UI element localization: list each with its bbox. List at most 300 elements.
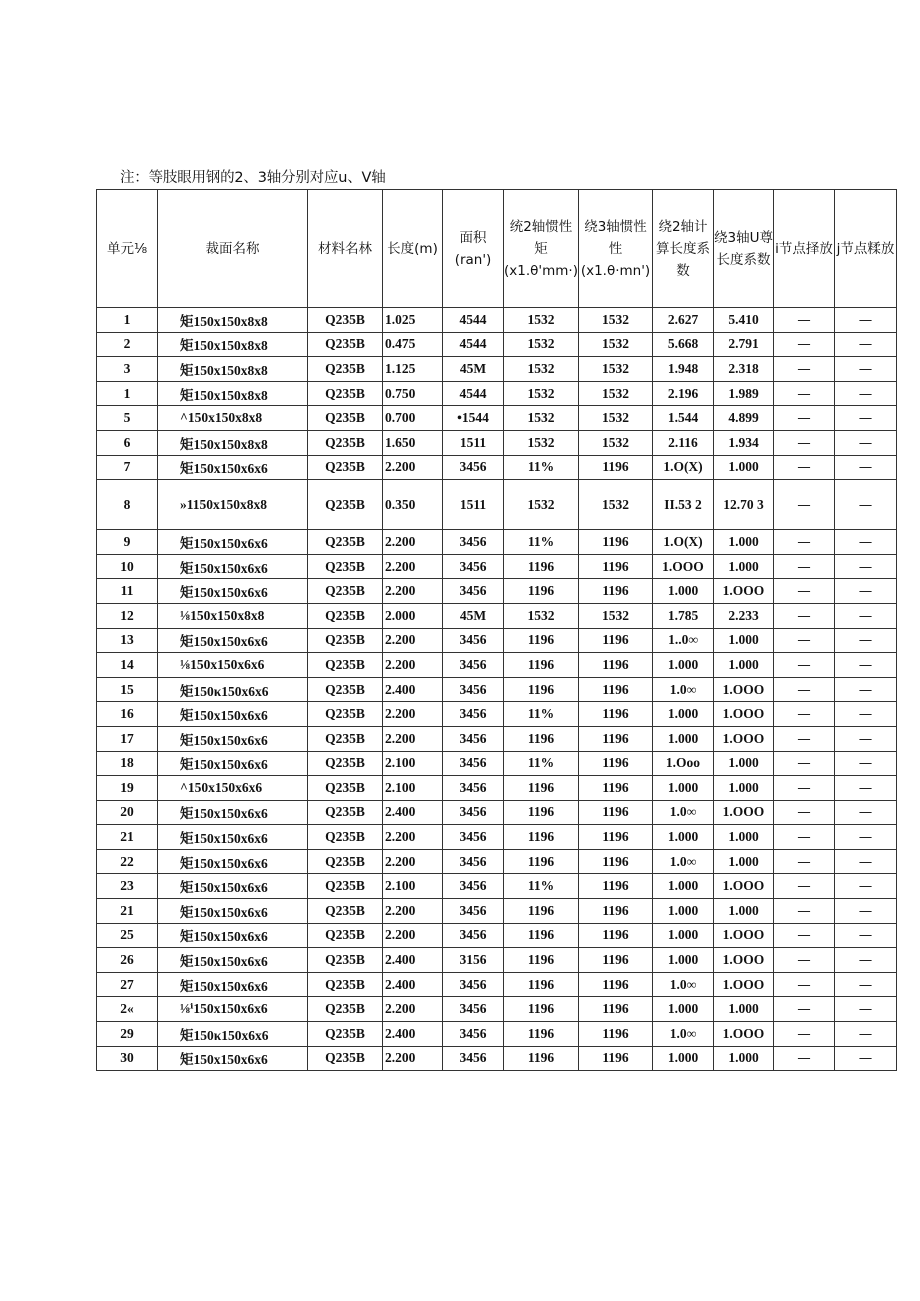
area-cell: 3156 [443, 948, 504, 973]
unit-cell: 6 [97, 430, 158, 455]
i-node-release-cell: — [774, 430, 835, 455]
j-node-release-cell: — [835, 948, 897, 973]
inertia-axis3-cell: 1196 [579, 899, 653, 924]
unit-cell: 15 [97, 677, 158, 702]
inertia-axis2-cell: 1532 [504, 406, 579, 431]
length-factor-axis2-cell: 1.000 [653, 874, 714, 899]
j-node-release-cell: — [835, 825, 897, 850]
section-name-cell: 矩150x150x8x8 [158, 308, 308, 333]
area-cell: 3456 [443, 997, 504, 1022]
area-cell: 3456 [443, 530, 504, 555]
j-node-release-cell: — [835, 1046, 897, 1071]
section-name-cell: 矩150x150x6x6 [158, 751, 308, 776]
table-row [97, 1022, 897, 1047]
i-node-release-cell: — [774, 997, 835, 1022]
col-length-factor-axis2: 绕2轴计算长度系数 [653, 190, 714, 308]
length-factor-axis2-cell: 1.O(X) [653, 530, 714, 555]
j-node-release-cell: — [835, 357, 897, 382]
material-cell: Q235B [308, 308, 383, 333]
inertia-axis3-cell: 1196 [579, 1022, 653, 1047]
j-node-release-cell: — [835, 849, 897, 874]
length-factor-axis3-cell: 1.OOO [714, 579, 774, 604]
section-name-cell: 矩150x150x6x6 [158, 455, 308, 480]
material-cell: Q235B [308, 776, 383, 801]
inertia-axis3-cell: 1196 [579, 530, 653, 555]
unit-cell: 27 [97, 972, 158, 997]
unit-cell: 21 [97, 899, 158, 924]
area-cell: 3456 [443, 677, 504, 702]
unit-cell: 9 [97, 530, 158, 555]
length-factor-axis3-cell: 1.OOO [714, 874, 774, 899]
i-node-release-cell: — [774, 603, 835, 628]
inertia-axis3-cell: 1532 [579, 381, 653, 406]
section-name-cell: 矩150κ150x6x6 [158, 1022, 308, 1047]
material-cell: Q235B [308, 825, 383, 850]
length-factor-axis3-cell: 2.233 [714, 603, 774, 628]
i-node-release-cell: — [774, 381, 835, 406]
inertia-axis2-cell: 1196 [504, 948, 579, 973]
table-row [97, 874, 897, 899]
unit-cell: 18 [97, 751, 158, 776]
inertia-axis2-cell: 1196 [504, 726, 579, 751]
length-cell: 2.200 [383, 455, 443, 480]
inertia-axis2-cell: 1196 [504, 579, 579, 604]
inertia-axis3-cell: 1532 [579, 308, 653, 333]
length-factor-axis2-cell: 2.627 [653, 308, 714, 333]
area-cell: 45M [443, 603, 504, 628]
table-row [97, 357, 897, 382]
material-cell: Q235B [308, 480, 383, 530]
length-cell: 2.200 [383, 1046, 443, 1071]
length-cell: 1.650 [383, 430, 443, 455]
i-node-release-cell: — [774, 554, 835, 579]
table-row [97, 1046, 897, 1071]
length-cell: 2.200 [383, 923, 443, 948]
col-length-factor-axis3: 绕3轴U尊长度系数 [714, 190, 774, 308]
table-note: 注：等肢眼用钢的2、3轴分别对应u、V轴 [120, 170, 386, 186]
col-j-node-release: j节点糅放 [835, 190, 897, 308]
material-cell: Q235B [308, 579, 383, 604]
i-node-release-cell: — [774, 972, 835, 997]
area-cell: 45M [443, 357, 504, 382]
section-name-cell: 矩150x150x8x8 [158, 381, 308, 406]
material-cell: Q235B [308, 554, 383, 579]
material-cell: Q235B [308, 653, 383, 678]
section-name-cell: 矩150x150x6x6 [158, 948, 308, 973]
section-name-cell: 矩150x150x6x6 [158, 554, 308, 579]
length-factor-axis2-cell: 1.000 [653, 776, 714, 801]
inertia-axis2-cell: 1196 [504, 997, 579, 1022]
table-row [97, 530, 897, 555]
j-node-release-cell: — [835, 579, 897, 604]
i-node-release-cell: — [774, 849, 835, 874]
length-factor-axis3-cell: 1.000 [714, 776, 774, 801]
length-factor-axis2-cell: 1.544 [653, 406, 714, 431]
inertia-axis2-cell: 1196 [504, 628, 579, 653]
length-factor-axis3-cell: 1.934 [714, 430, 774, 455]
j-node-release-cell: — [835, 899, 897, 924]
length-factor-axis3-cell: 1.OOO [714, 1022, 774, 1047]
area-cell: 1511 [443, 480, 504, 530]
material-cell: Q235B [308, 1022, 383, 1047]
material-cell: Q235B [308, 702, 383, 727]
length-cell: 2.400 [383, 1022, 443, 1047]
j-node-release-cell: — [835, 923, 897, 948]
inertia-axis2-cell: 1196 [504, 554, 579, 579]
area-cell: •1544 [443, 406, 504, 431]
i-node-release-cell: — [774, 653, 835, 678]
i-node-release-cell: — [774, 874, 835, 899]
area-cell: 1511 [443, 430, 504, 455]
unit-cell: 7 [97, 455, 158, 480]
length-cell: 2.100 [383, 751, 443, 776]
length-cell: 2.200 [383, 997, 443, 1022]
length-factor-axis3-cell: 1.000 [714, 628, 774, 653]
length-factor-axis3-cell: 1.000 [714, 653, 774, 678]
length-factor-axis2-cell: 1.785 [653, 603, 714, 628]
i-node-release-cell: — [774, 406, 835, 431]
length-cell: 1.025 [383, 308, 443, 333]
length-cell: 2.400 [383, 800, 443, 825]
unit-cell: 13 [97, 628, 158, 653]
length-cell: 2.400 [383, 972, 443, 997]
length-factor-axis2-cell: II.53 2 [653, 480, 714, 530]
material-cell: Q235B [308, 849, 383, 874]
material-cell: Q235B [308, 381, 383, 406]
length-factor-axis2-cell: 1.O(X) [653, 455, 714, 480]
length-factor-axis3-cell: 1.000 [714, 849, 774, 874]
header-row [97, 190, 897, 308]
j-node-release-cell: — [835, 972, 897, 997]
i-node-release-cell: — [774, 899, 835, 924]
unit-cell: 8 [97, 480, 158, 530]
length-factor-axis3-cell: 4.899 [714, 406, 774, 431]
inertia-axis2-cell: 1532 [504, 603, 579, 628]
table-row [97, 702, 897, 727]
material-cell: Q235B [308, 406, 383, 431]
col-area: 面积 (ran') [443, 190, 504, 308]
inertia-axis3-cell: 1196 [579, 579, 653, 604]
table-row [97, 430, 897, 455]
area-cell: 3456 [443, 726, 504, 751]
inertia-axis3-cell: 1532 [579, 406, 653, 431]
area-cell: 3456 [443, 825, 504, 850]
length-factor-axis2-cell: 2.196 [653, 381, 714, 406]
inertia-axis3-cell: 1532 [579, 603, 653, 628]
j-node-release-cell: — [835, 776, 897, 801]
table-row [97, 972, 897, 997]
material-cell: Q235B [308, 357, 383, 382]
length-factor-axis2-cell: 1.000 [653, 726, 714, 751]
col-inertia-axis3: 绕3轴惯性性 (x1.θ·mn') [579, 190, 653, 308]
unit-cell: 2 [97, 332, 158, 357]
unit-cell: 22 [97, 849, 158, 874]
material-cell: Q235B [308, 1046, 383, 1071]
table-row [97, 751, 897, 776]
length-cell: 1.125 [383, 357, 443, 382]
i-node-release-cell: — [774, 357, 835, 382]
col-inertia-axis2: 统2轴惯性矩 (x1.θ'mm·) [504, 190, 579, 308]
inertia-axis3-cell: 1196 [579, 825, 653, 850]
i-node-release-cell: — [774, 332, 835, 357]
inertia-axis3-cell: 1196 [579, 554, 653, 579]
length-factor-axis3-cell: 1.000 [714, 1046, 774, 1071]
inertia-axis2-cell: 11% [504, 455, 579, 480]
material-cell: Q235B [308, 677, 383, 702]
material-cell: Q235B [308, 923, 383, 948]
inertia-axis2-cell: 1532 [504, 332, 579, 357]
area-cell: 4544 [443, 381, 504, 406]
table-row [97, 628, 897, 653]
length-factor-axis2-cell: 1.000 [653, 653, 714, 678]
length-factor-axis2-cell: 1.000 [653, 579, 714, 604]
j-node-release-cell: — [835, 628, 897, 653]
area-cell: 3456 [443, 628, 504, 653]
col-section-name: 裁面名称 [158, 190, 308, 308]
area-cell: 3456 [443, 1022, 504, 1047]
j-node-release-cell: — [835, 603, 897, 628]
length-factor-axis3-cell: 1.OOO [714, 948, 774, 973]
inertia-axis2-cell: 1532 [504, 480, 579, 530]
material-cell: Q235B [308, 455, 383, 480]
j-node-release-cell: — [835, 430, 897, 455]
length-cell: 2.400 [383, 948, 443, 973]
section-name-cell: 矩150x150x8x8 [158, 332, 308, 357]
material-cell: Q235B [308, 726, 383, 751]
area-cell: 3456 [443, 972, 504, 997]
table-row [97, 825, 897, 850]
material-cell: Q235B [308, 751, 383, 776]
length-factor-axis3-cell: 1.000 [714, 997, 774, 1022]
unit-cell: 26 [97, 948, 158, 973]
inertia-axis3-cell: 1532 [579, 430, 653, 455]
i-node-release-cell: — [774, 677, 835, 702]
length-factor-axis3-cell: 1.OOO [714, 726, 774, 751]
length-factor-axis3-cell: 1.OOO [714, 702, 774, 727]
length-factor-axis2-cell: 1.000 [653, 825, 714, 850]
j-node-release-cell: — [835, 653, 897, 678]
i-node-release-cell: — [774, 751, 835, 776]
table-row [97, 677, 897, 702]
material-cell: Q235B [308, 997, 383, 1022]
length-factor-axis3-cell: 2.791 [714, 332, 774, 357]
length-factor-axis2-cell: 1.000 [653, 948, 714, 973]
table-row [97, 603, 897, 628]
length-cell: 2.200 [383, 579, 443, 604]
j-node-release-cell: — [835, 1022, 897, 1047]
length-factor-axis2-cell: 5.668 [653, 332, 714, 357]
section-name-cell: 矩150x150x6x6 [158, 726, 308, 751]
j-node-release-cell: — [835, 332, 897, 357]
col-material: 材料名林 [308, 190, 383, 308]
length-factor-axis2-cell: 1.000 [653, 997, 714, 1022]
inertia-axis2-cell: 1196 [504, 1046, 579, 1071]
unit-cell: 11 [97, 579, 158, 604]
section-name-cell: ⅛150x150x8x8 [158, 603, 308, 628]
length-cell: 0.750 [383, 381, 443, 406]
inertia-axis3-cell: 1196 [579, 702, 653, 727]
length-cell: 2.200 [383, 530, 443, 555]
inertia-axis2-cell: 11% [504, 874, 579, 899]
inertia-axis2-cell: 1532 [504, 381, 579, 406]
area-cell: 4544 [443, 308, 504, 333]
length-factor-axis2-cell: 1.Ooo [653, 751, 714, 776]
unit-cell: 30 [97, 1046, 158, 1071]
inertia-axis3-cell: 1196 [579, 653, 653, 678]
length-cell: 2.200 [383, 653, 443, 678]
section-name-cell: 矩150x150x6x6 [158, 874, 308, 899]
area-cell: 3456 [443, 849, 504, 874]
i-node-release-cell: — [774, 726, 835, 751]
section-name-cell: 矩150x150x6x6 [158, 628, 308, 653]
length-cell: 2.200 [383, 849, 443, 874]
i-node-release-cell: — [774, 1022, 835, 1047]
section-name-cell: 矩150x150x6x6 [158, 800, 308, 825]
material-cell: Q235B [308, 430, 383, 455]
material-cell: Q235B [308, 899, 383, 924]
col-i-node-release: i节点择放 [774, 190, 835, 308]
table-row [97, 332, 897, 357]
table-row [97, 923, 897, 948]
unit-cell: 17 [97, 726, 158, 751]
length-factor-axis2-cell: 1.0∞ [653, 1022, 714, 1047]
table-row [97, 899, 897, 924]
i-node-release-cell: — [774, 1046, 835, 1071]
section-name-cell: ^150x150x6x6 [158, 776, 308, 801]
inertia-axis3-cell: 1196 [579, 776, 653, 801]
col-unit: 单元⅛ [97, 190, 158, 308]
unit-cell: 29 [97, 1022, 158, 1047]
section-name-cell: 矩150x150x6x6 [158, 579, 308, 604]
j-node-release-cell: — [835, 480, 897, 530]
section-name-cell: 矩150x150x6x6 [158, 923, 308, 948]
i-node-release-cell: — [774, 948, 835, 973]
section-name-cell: 矩150x150x6x6 [158, 530, 308, 555]
unit-cell: 12 [97, 603, 158, 628]
section-name-cell: ⅛150x150x6x6 [158, 653, 308, 678]
inertia-axis2-cell: 1532 [504, 357, 579, 382]
area-cell: 3456 [443, 923, 504, 948]
i-node-release-cell: — [774, 455, 835, 480]
length-factor-axis2-cell: 1.0∞ [653, 677, 714, 702]
j-node-release-cell: — [835, 997, 897, 1022]
length-factor-axis2-cell: 1.000 [653, 923, 714, 948]
inertia-axis2-cell: 1196 [504, 899, 579, 924]
area-cell: 3456 [443, 874, 504, 899]
material-cell: Q235B [308, 603, 383, 628]
area-cell: 4544 [443, 332, 504, 357]
material-cell: Q235B [308, 948, 383, 973]
length-cell: 2.200 [383, 825, 443, 850]
unit-cell: 20 [97, 800, 158, 825]
inertia-axis2-cell: 1196 [504, 677, 579, 702]
material-cell: Q235B [308, 628, 383, 653]
unit-cell: 19 [97, 776, 158, 801]
inertia-axis2-cell: 11% [504, 751, 579, 776]
section-name-cell: 矩150κ150x6x6 [158, 677, 308, 702]
j-node-release-cell: — [835, 874, 897, 899]
inertia-axis3-cell: 1196 [579, 1046, 653, 1071]
length-factor-axis2-cell: 1.0∞ [653, 972, 714, 997]
inertia-axis3-cell: 1196 [579, 726, 653, 751]
area-cell: 3456 [443, 653, 504, 678]
section-name-cell: 矩150x150x6x6 [158, 825, 308, 850]
i-node-release-cell: — [774, 800, 835, 825]
j-node-release-cell: — [835, 530, 897, 555]
j-node-release-cell: — [835, 554, 897, 579]
area-cell: 3456 [443, 455, 504, 480]
material-cell: Q235B [308, 332, 383, 357]
i-node-release-cell: — [774, 579, 835, 604]
table-row [97, 579, 897, 604]
length-factor-axis3-cell: 12.70 3 [714, 480, 774, 530]
unit-cell: 3 [97, 357, 158, 382]
area-cell: 3456 [443, 702, 504, 727]
table-row [97, 948, 897, 973]
length-factor-axis3-cell: 5.410 [714, 308, 774, 333]
unit-cell: 1 [97, 308, 158, 333]
table-row [97, 849, 897, 874]
area-cell: 3456 [443, 899, 504, 924]
length-cell: 2.000 [383, 603, 443, 628]
table-row [97, 776, 897, 801]
j-node-release-cell: — [835, 455, 897, 480]
area-cell: 3456 [443, 554, 504, 579]
length-factor-axis3-cell: 1.000 [714, 455, 774, 480]
material-cell: Q235B [308, 972, 383, 997]
unit-cell: 1 [97, 381, 158, 406]
length-cell: 2.200 [383, 702, 443, 727]
area-cell: 3456 [443, 751, 504, 776]
i-node-release-cell: — [774, 308, 835, 333]
inertia-axis2-cell: 11% [504, 702, 579, 727]
section-name-cell: 矩150x150x8x8 [158, 357, 308, 382]
inertia-axis3-cell: 1196 [579, 972, 653, 997]
length-cell: 2.200 [383, 628, 443, 653]
inertia-axis2-cell: 1196 [504, 800, 579, 825]
length-factor-axis3-cell: 1.989 [714, 381, 774, 406]
material-cell: Q235B [308, 530, 383, 555]
length-factor-axis3-cell: 1.000 [714, 530, 774, 555]
table-row [97, 653, 897, 678]
length-factor-axis3-cell: 1.OOO [714, 677, 774, 702]
inertia-axis2-cell: 1532 [504, 308, 579, 333]
length-factor-axis2-cell: 1..0∞ [653, 628, 714, 653]
unit-cell: 5 [97, 406, 158, 431]
inertia-axis2-cell: 1196 [504, 776, 579, 801]
inertia-axis3-cell: 1196 [579, 677, 653, 702]
length-factor-axis3-cell: 2.318 [714, 357, 774, 382]
length-cell: 2.200 [383, 899, 443, 924]
unit-cell: 14 [97, 653, 158, 678]
j-node-release-cell: — [835, 751, 897, 776]
inertia-axis2-cell: 1532 [504, 430, 579, 455]
j-node-release-cell: — [835, 406, 897, 431]
j-node-release-cell: — [835, 800, 897, 825]
length-factor-axis2-cell: 1.0∞ [653, 800, 714, 825]
inertia-axis3-cell: 1196 [579, 800, 653, 825]
table-row [97, 554, 897, 579]
inertia-axis2-cell: 1196 [504, 972, 579, 997]
material-cell: Q235B [308, 800, 383, 825]
i-node-release-cell: — [774, 480, 835, 530]
length-factor-axis3-cell: 1.OOO [714, 800, 774, 825]
inertia-axis3-cell: 1196 [579, 874, 653, 899]
area-cell: 3456 [443, 800, 504, 825]
inertia-axis3-cell: 1196 [579, 628, 653, 653]
area-cell: 3456 [443, 776, 504, 801]
length-factor-axis3-cell: 1.000 [714, 825, 774, 850]
